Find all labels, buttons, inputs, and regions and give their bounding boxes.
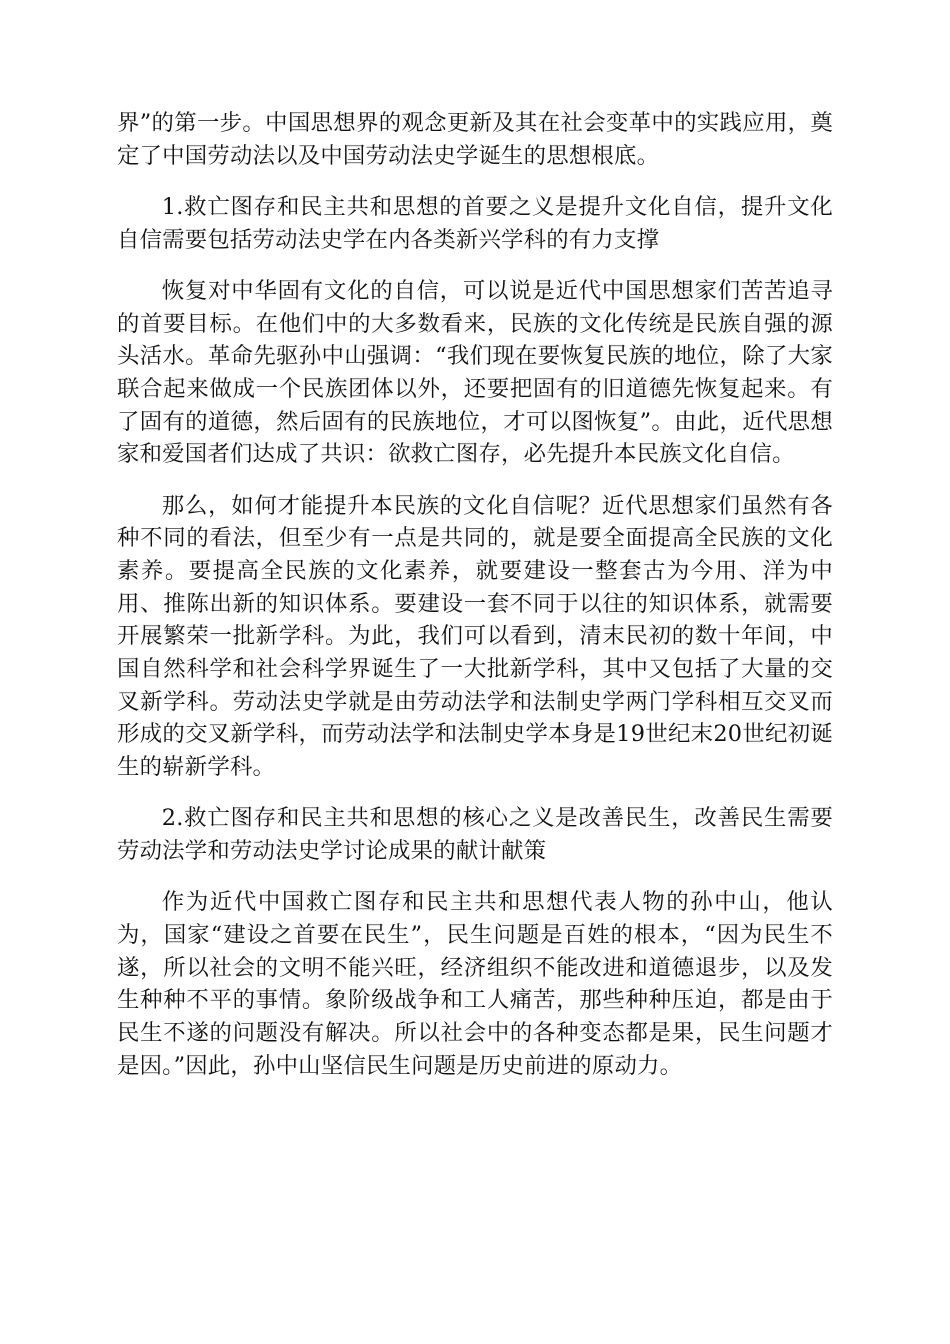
section-heading-2: 2.救亡图存和民主共和思想的核心之义是改善民生，改善民生需要劳动法学和劳动法史学讨论成果的献计献策 [117,805,833,865]
paragraph-continuation: 界”的第一步。中国思想界的观念更新及其在社会变革中的实践应用，奠定了中国劳动法以及中国劳动法史学诞生的思想根底。 [117,110,833,169]
paragraph: 作为近代中国救亡图存和民主共和思想代表人物的孙中山，他认为，国家“建设之首要在民生”，民生问题是百姓的根本，“因为民生不遂，所以社会的文明不能兴旺，经济组织不能改进和道德退步，以及发生种种不平的事情。象阶级战争和工人痛苦，那些种种压迫，都是由于民生不遂的问题没有解决。所以社会中的各种变态都是果，民生问题才是因。”因此，孙中山坚信民生问题是历史前进的原动力。 [117,889,833,1079]
paragraph: 那么，如何才能提升本民族的文化自信呢？近代思想家们虽然有各种不同的看法，但至少有一点是共同的，就是要全面提高全民族的文化素养。要提高全民族的文化素养，就要建设一整套古为今用、洋为中用、推陈出新的知识体系。要建设一套不同于以往的知识体系，就需要开展繁荣一批新学科。为此，我们可以看到，清末民初的数十年间，中国自然科学和社会科学界诞生了一大批新学科，其中又包括了大量的交叉新学科。劳动法史学就是由劳动法学和法制史学两门学科相互交叉而形成的交叉新学科，而劳动法学和法制史学本身是19世纪末20世纪初诞生的崭新学科。 [117,492,833,781]
document-page [117,107,833,1101]
paragraph: 恢复对中华固有文化的自信，可以说是近代中国思想家们苦苦追寻的首要目标。在他们中的大多数看来，民族的文化传统是民族自强的源头活水。革命先驱孙中山强调：“我们现在要恢复民族的地位，除了大家联合起来做成一个民族团体以外，还要把固有的旧道德先恢复起来。有了固有的道德，然后固有的民族地位，才可以图恢复”。由此，近代思想家和爱国者们达成了共识：欲救亡图存，必先提升本民族文化自信。 [117,277,833,468]
section-heading-1: 1.救亡图存和民主共和思想的首要之义是提升文化自信，提升文化自信需要包括劳动法史学在内各类新兴学科的有力支撑 [117,193,833,253]
